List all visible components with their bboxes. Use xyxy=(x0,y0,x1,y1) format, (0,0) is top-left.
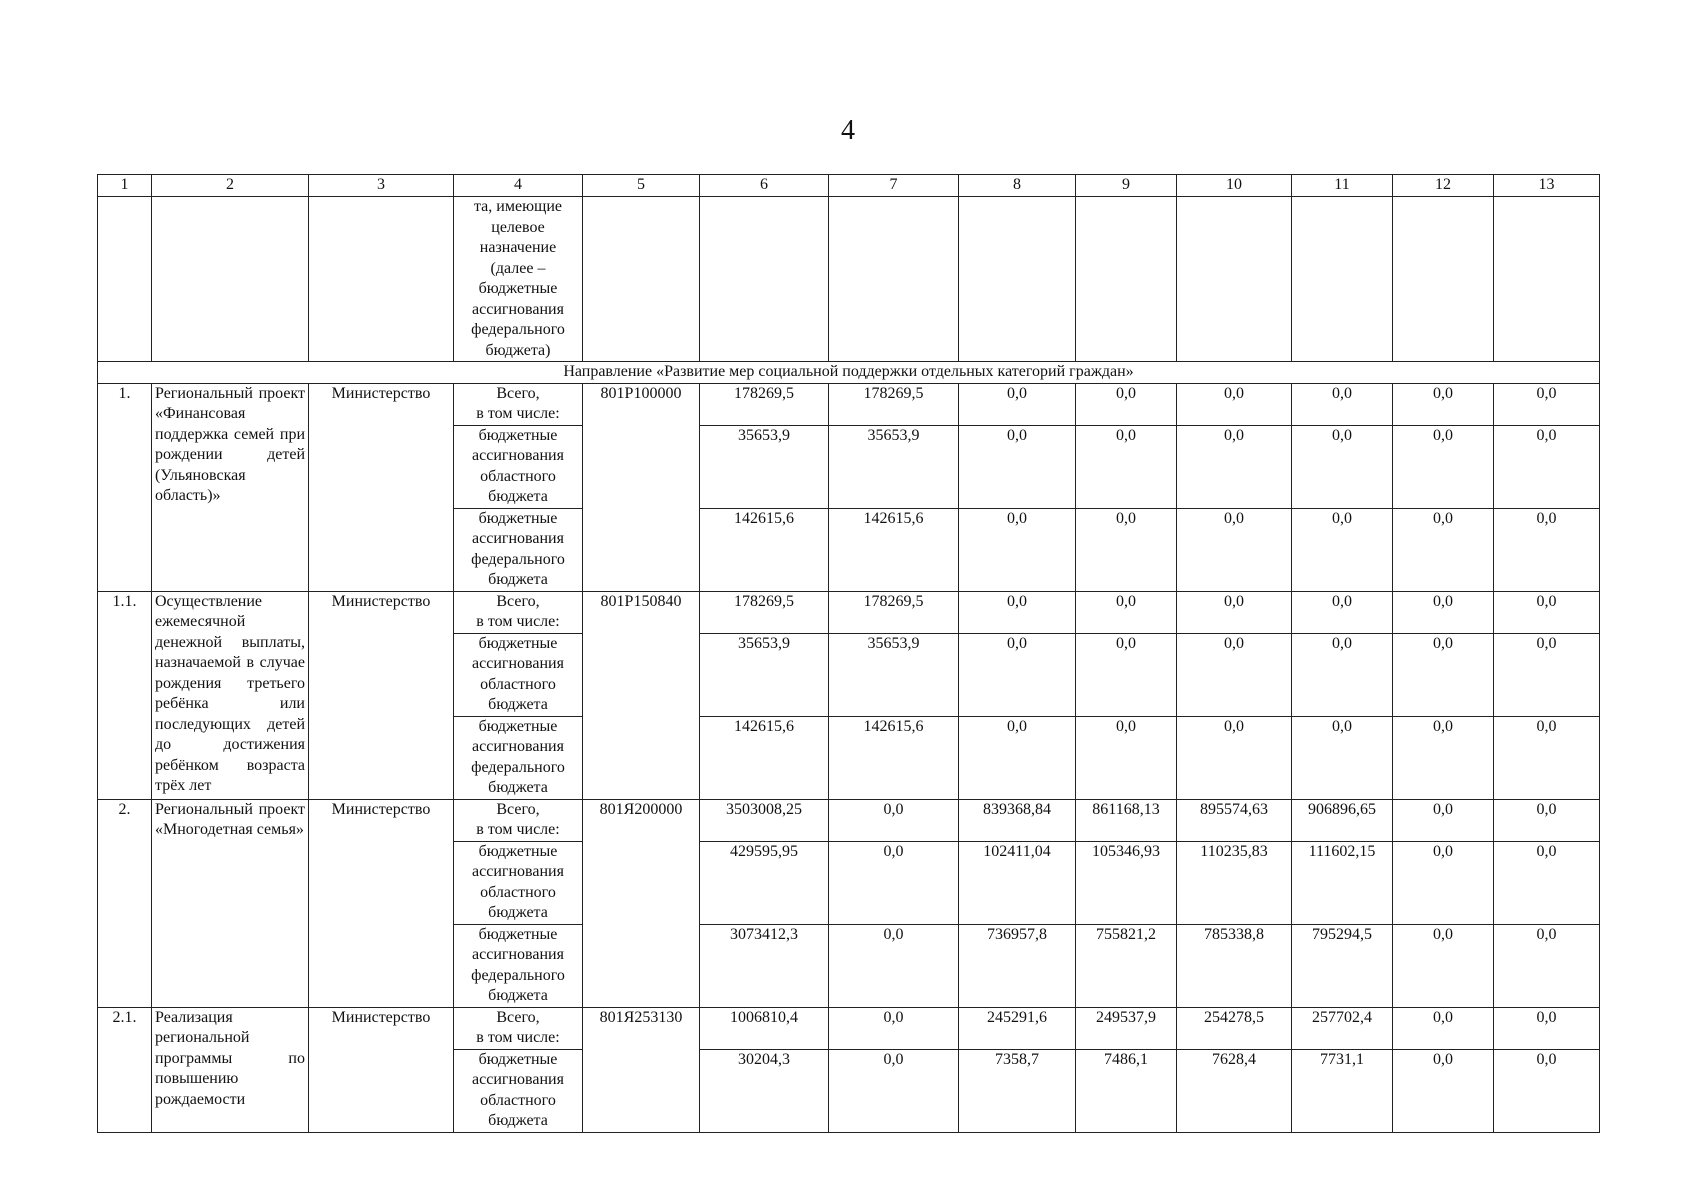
amount-cell: 0,0 xyxy=(1494,591,1600,633)
amount-cell: 3073412,3 xyxy=(700,924,829,1007)
column-number: 12 xyxy=(1393,175,1494,197)
amount-cell: 245291,6 xyxy=(959,1007,1076,1049)
amount-cell: 0,0 xyxy=(1494,508,1600,591)
amount-cell: 0,0 xyxy=(959,508,1076,591)
amount-cell: 861168,13 xyxy=(1076,799,1177,841)
amount-cell: 0,0 xyxy=(1494,1049,1600,1132)
column-number: 3 xyxy=(309,175,454,197)
amount-cell: 0,0 xyxy=(829,799,959,841)
column-numbers-row xyxy=(98,175,1600,197)
source-total-label: Всего, xyxy=(496,1008,540,1026)
amount-cell: 7731,1 xyxy=(1292,1049,1393,1132)
amount-cell: 0,0 xyxy=(1393,924,1494,1007)
amount-cell: 755821,2 xyxy=(1076,924,1177,1007)
source-label: бюджетные ассигнования областного бюджета xyxy=(454,633,583,716)
amount-cell: 0,0 xyxy=(1494,924,1600,1007)
amount-cell: 0,0 xyxy=(1177,508,1292,591)
row-executor: Министерство xyxy=(309,1007,454,1132)
amount-cell: 0,0 xyxy=(1292,633,1393,716)
amount-cell: 0,0 xyxy=(1177,383,1292,425)
empty-cell xyxy=(1076,197,1177,362)
amount-cell: 0,0 xyxy=(829,841,959,924)
amount-cell: 0,0 xyxy=(1292,716,1393,799)
amount-cell: 110235,83 xyxy=(1177,841,1292,924)
amount-cell: 0,0 xyxy=(1076,425,1177,508)
amount-cell: 0,0 xyxy=(1393,1007,1494,1049)
amount-cell: 0,0 xyxy=(959,633,1076,716)
column-number: 13 xyxy=(1494,175,1600,197)
amount-cell: 35653,9 xyxy=(829,425,959,508)
amount-cell: 429595,95 xyxy=(700,841,829,924)
column-number: 10 xyxy=(1177,175,1292,197)
amount-cell: 0,0 xyxy=(1292,591,1393,633)
amount-cell: 111602,15 xyxy=(1292,841,1393,924)
source-label xyxy=(454,799,583,841)
amount-cell: 0,0 xyxy=(1393,591,1494,633)
amount-cell: 0,0 xyxy=(1494,799,1600,841)
source-label: бюджетные ассигнования областного бюджета xyxy=(454,1049,583,1132)
amount-cell: 102411,04 xyxy=(959,841,1076,924)
amount-cell: 0,0 xyxy=(1177,716,1292,799)
row-name: Региональный проект «Многодетная семья» xyxy=(152,799,309,1007)
source-label xyxy=(454,1007,583,1049)
source-total-sub-label: в том числе: xyxy=(476,405,560,422)
table-row xyxy=(98,799,1600,841)
amount-cell: 0,0 xyxy=(1076,716,1177,799)
source-label: бюджетные ассигнования областного бюджета xyxy=(454,425,583,508)
amount-cell: 35653,9 xyxy=(829,633,959,716)
source-label: бюджетные ассигнования федерального бюджета xyxy=(454,508,583,591)
amount-cell: 0,0 xyxy=(1494,383,1600,425)
amount-cell: 35653,9 xyxy=(700,633,829,716)
budget-code: 801Р150840 xyxy=(583,591,700,799)
empty-cell xyxy=(1393,197,1494,362)
source-label: бюджетные ассигнования федерального бюджета xyxy=(454,924,583,1007)
budget-code: 801Р100000 xyxy=(583,383,700,591)
amount-cell: 0,0 xyxy=(1177,591,1292,633)
amount-cell: 0,0 xyxy=(1076,383,1177,425)
source-total-label: Всего, xyxy=(496,800,540,818)
amount-cell: 895574,63 xyxy=(1177,799,1292,841)
amount-cell: 7486,1 xyxy=(1076,1049,1177,1132)
empty-cell xyxy=(1177,197,1292,362)
empty-cell xyxy=(959,197,1076,362)
amount-cell: 142615,6 xyxy=(829,508,959,591)
table-row xyxy=(98,383,1600,425)
column-number: 4 xyxy=(454,175,583,197)
empty-cell xyxy=(98,197,152,362)
amount-cell: 0,0 xyxy=(1393,633,1494,716)
amount-cell: 0,0 xyxy=(1292,508,1393,591)
source-label xyxy=(454,591,583,633)
source-total-sub-label: в том числе: xyxy=(476,821,560,838)
direction-heading: Направление «Развитие мер социальной поддержки отдельных категорий граждан» xyxy=(98,362,1600,384)
empty-cell xyxy=(829,197,959,362)
source-label: бюджетные ассигнования федерального бюджета xyxy=(454,716,583,799)
amount-cell: 0,0 xyxy=(1494,716,1600,799)
empty-cell xyxy=(309,197,454,362)
column-number: 7 xyxy=(829,175,959,197)
amount-cell: 0,0 xyxy=(829,1007,959,1049)
amount-cell: 7628,4 xyxy=(1177,1049,1292,1132)
budget-code: 801Я200000 xyxy=(583,799,700,1007)
amount-cell: 0,0 xyxy=(1076,591,1177,633)
amount-cell: 0,0 xyxy=(959,591,1076,633)
column-number: 8 xyxy=(959,175,1076,197)
amount-cell: 839368,84 xyxy=(959,799,1076,841)
source-total-sub-label: в том числе: xyxy=(476,613,560,630)
amount-cell: 795294,5 xyxy=(1292,924,1393,1007)
amount-cell: 0,0 xyxy=(829,1049,959,1132)
amount-cell: 736957,8 xyxy=(959,924,1076,1007)
budget-code: 801Я253130 xyxy=(583,1007,700,1132)
amount-cell: 0,0 xyxy=(1494,1007,1600,1049)
source-label xyxy=(454,383,583,425)
empty-cell xyxy=(1292,197,1393,362)
column-number: 1 xyxy=(98,175,152,197)
amount-cell: 178269,5 xyxy=(700,591,829,633)
amount-cell: 35653,9 xyxy=(700,425,829,508)
row-name: Региональный проект «Финансовая поддержка семей при рождении детей (Ульяновская область)» xyxy=(152,383,309,591)
amount-cell: 0,0 xyxy=(1494,425,1600,508)
source-total-sub-label: в том числе: xyxy=(476,1029,560,1046)
amount-cell: 785338,8 xyxy=(1177,924,1292,1007)
empty-cell xyxy=(1494,197,1600,362)
amount-cell: 0,0 xyxy=(959,383,1076,425)
column-number: 9 xyxy=(1076,175,1177,197)
amount-cell: 0,0 xyxy=(1177,425,1292,508)
amount-cell: 0,0 xyxy=(1076,633,1177,716)
amount-cell: 0,0 xyxy=(1393,841,1494,924)
amount-cell: 0,0 xyxy=(959,716,1076,799)
amount-cell: 0,0 xyxy=(1292,383,1393,425)
amount-cell: 0,0 xyxy=(1393,425,1494,508)
row-executor: Министерство xyxy=(309,383,454,591)
amount-cell: 142615,6 xyxy=(829,716,959,799)
amount-cell: 0,0 xyxy=(829,924,959,1007)
amount-cell: 0,0 xyxy=(1393,1049,1494,1132)
row-name: Реализация региональной программы по повышению рождаемости xyxy=(152,1007,309,1132)
amount-cell: 0,0 xyxy=(1393,716,1494,799)
amount-cell: 257702,4 xyxy=(1292,1007,1393,1049)
amount-cell: 178269,5 xyxy=(829,591,959,633)
amount-cell: 0,0 xyxy=(1494,841,1600,924)
amount-cell: 0,0 xyxy=(1393,383,1494,425)
amount-cell: 0,0 xyxy=(1292,425,1393,508)
amount-cell: 0,0 xyxy=(1494,633,1600,716)
direction-row xyxy=(98,362,1600,384)
amount-cell: 7358,7 xyxy=(959,1049,1076,1132)
empty-cell xyxy=(583,197,700,362)
continuation-row xyxy=(98,197,1600,362)
column-number: 5 xyxy=(583,175,700,197)
table-row xyxy=(98,591,1600,633)
empty-cell xyxy=(700,197,829,362)
amount-cell: 105346,93 xyxy=(1076,841,1177,924)
amount-cell: 1006810,4 xyxy=(700,1007,829,1049)
amount-cell: 3503008,25 xyxy=(700,799,829,841)
amount-cell: 254278,5 xyxy=(1177,1007,1292,1049)
amount-cell: 30204,3 xyxy=(700,1049,829,1132)
source-total-label: Всего, xyxy=(496,384,540,402)
column-number: 11 xyxy=(1292,175,1393,197)
table-row xyxy=(98,1007,1600,1049)
source-label: бюджетные ассигнования областного бюджета xyxy=(454,841,583,924)
column-number: 6 xyxy=(700,175,829,197)
amount-cell: 0,0 xyxy=(959,425,1076,508)
row-number: 2. xyxy=(98,799,152,1007)
budget-table xyxy=(97,174,1600,1133)
amount-cell: 142615,6 xyxy=(700,716,829,799)
row-name: Осуществление ежемесячной денежной выплаты, назначаемой в случае рождения третьего ребёнка или последующих детей до достижения ребёнком возраста трёх лет xyxy=(152,591,309,799)
row-executor: Министерство xyxy=(309,799,454,1007)
row-number: 2.1. xyxy=(98,1007,152,1132)
row-executor: Министерство xyxy=(309,591,454,799)
amount-cell: 0,0 xyxy=(1393,508,1494,591)
amount-cell: 142615,6 xyxy=(700,508,829,591)
amount-cell: 178269,5 xyxy=(700,383,829,425)
page-number: 4 xyxy=(841,115,855,146)
amount-cell: 906896,65 xyxy=(1292,799,1393,841)
row-number: 1.1. xyxy=(98,591,152,799)
row-number: 1. xyxy=(98,383,152,591)
column-number: 2 xyxy=(152,175,309,197)
source-total-label: Всего, xyxy=(496,592,540,610)
amount-cell: 0,0 xyxy=(1076,508,1177,591)
empty-cell xyxy=(152,197,309,362)
amount-cell: 0,0 xyxy=(1393,799,1494,841)
amount-cell: 0,0 xyxy=(1177,633,1292,716)
amount-cell: 178269,5 xyxy=(829,383,959,425)
continuation-text: та, имеющие целевое назначение (далее – бюджетные ассигнования федерального бюджета) xyxy=(454,197,583,362)
amount-cell: 249537,9 xyxy=(1076,1007,1177,1049)
